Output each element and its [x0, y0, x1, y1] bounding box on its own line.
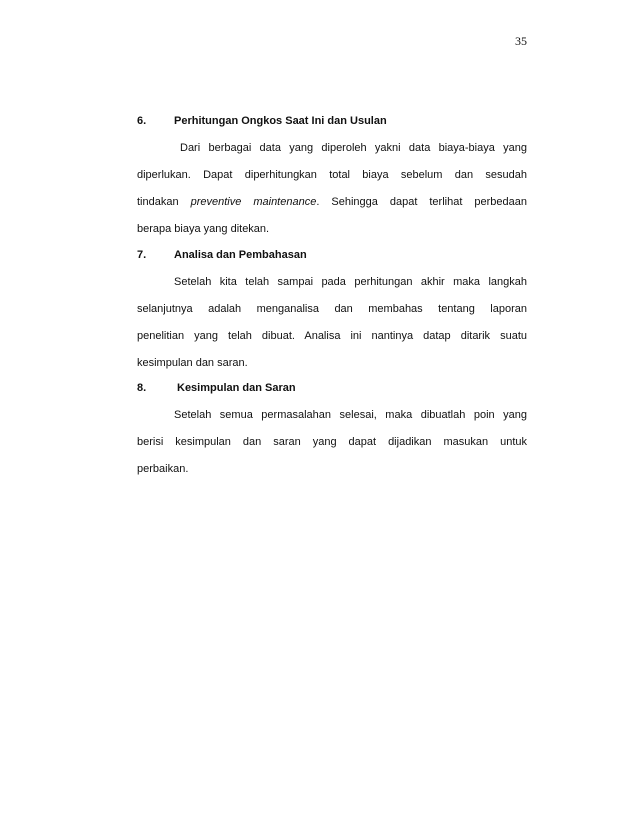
paragraph-line: berapa biaya yang ditekan. — [137, 223, 270, 235]
line-text: . Sehingga dapat terlihat perbedaan — [316, 196, 527, 208]
paragraph-line: Setelah kita telah sampai pada perhitungan akhir maka langkah — [174, 276, 527, 288]
paragraph-line: Setelah semua permasalahan selesai, maka dibuatlah poin yang — [174, 409, 527, 421]
section-heading — [137, 381, 296, 395]
page-number: 35 — [515, 34, 527, 48]
italic-term: preventive maintenance — [190, 196, 317, 208]
section-number: 8. — [137, 382, 147, 394]
section-number: 6. — [137, 115, 147, 127]
paragraph-line: selanjutnya adalah menganalisa dan membahas tentang laporan — [137, 303, 527, 315]
paragraph-line: Dari berbagai data yang diperoleh yakni data biaya-biaya yang — [180, 142, 527, 154]
paragraph-line: diperlukan. Dapat diperhitungkan total biaya sebelum dan sesudah — [137, 169, 527, 181]
paragraph-line: perbaikan. — [137, 463, 189, 475]
section-title: Analisa dan Pembahasan — [174, 249, 307, 261]
paragraph-line: kesimpulan dan saran. — [137, 357, 248, 369]
paragraph-line: penelitian yang telah dibuat. Analisa ini nantinya datap ditarik suatu — [137, 330, 527, 342]
line-text: tindakan — [137, 196, 191, 208]
paragraph-line: berisi kesimpulan dan saran yang dapat dijadikan masukan untuk — [137, 436, 527, 448]
section-title: Perhitungan Ongkos Saat Ini dan Usulan — [174, 115, 387, 127]
section-title: Kesimpulan dan Saran — [177, 382, 296, 394]
section-heading — [137, 248, 307, 262]
paragraph-line — [137, 195, 527, 209]
section-number: 7. — [137, 249, 147, 261]
section-heading — [137, 114, 387, 128]
